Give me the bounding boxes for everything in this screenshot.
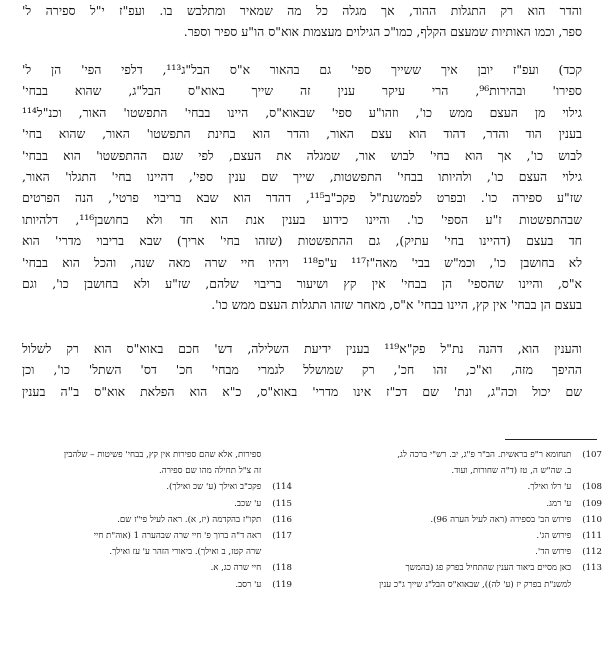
text-line: שז"ע ספירה כו'. ובפרט לפמשנת"ל פקכ"ב¹¹⁵, דהדר הוא שבא בריבוי פרטי', הנה הפרטים [22,190,582,206]
footnotes-column-left [30,447,292,593]
footnote: 109) ע' רמג. [546,498,602,509]
footnote: 114) פקכ"ב ואילך (ע' שכ ואילך). [166,482,292,493]
text-line: ספר, וכמו האותיות שמעצם הקלף, כמו"כ הגילוים מעצמות אוא"ס הו"ע ספיר וספר. [183,24,582,40]
footnote: 107) תנחומא ר"פ בראשית. הב"ר פ"ג, יב. רש"י ברכה לג, [397,450,602,460]
paragraph-124 [22,59,582,316]
text-line: חד בעצם (דהיינו בחי' עתיק), גם ההתפשטות (שזהו בחי' אריך) שבא בריבוי מדרי' הוא [22,233,582,249]
text-line: שבהתפשטות ז"ע הספי' כו'. והיינו כידוע בענין אנת הוא חד ולא בחושבן¹¹⁶, דלהיותו [22,211,582,227]
footnote: 108) ע' רלו ואילך. [527,482,602,493]
footnote-separator [505,439,597,440]
text-line: קכד) ועפ"ז יובן איך ששייך ספי' גם בהאור א"ס הבל"ג¹¹³, דלפי הפי' הן ל' [22,62,582,77]
footnote: 113) כאן מסיים ביאור הענין שהתחיל בפרק פג (בהמשך [405,563,602,574]
text-line: לא בחושבן כו', וכמ"ש בבי' מאה"ז¹¹⁷ ע"פ¹¹⁸ ויהיו חיי שרה מאה שנה, והכל הוא בבחי' [22,254,582,270]
footnote: 115) ע' שכב. [234,498,292,509]
footnotes-column-right [312,447,602,593]
footnote: שרה קטז, ב ואילך). ביאורי הזהר ע' עז ואילך. [109,547,262,558]
footnote: 110) פירוש הב' בספירה (ראה לעיל הערה 96). [430,514,602,525]
text-line: בעצם הן בבחי' אין קץ, היינו בבחי' א"ס, מאחר שזהו התגלות העצם ממש כו'. [211,297,582,313]
text-line: בענין הוד והדר, דהוד הוא עצם האור, והדר הוא בחינת התפשטו' האור, שהוא בחי' [22,126,582,142]
paragraph-continued [22,0,582,43]
footnote: זה צ"ל תחילה מהו שם ספירה. [159,466,262,477]
text-line: ספירו' ובהירות⁹⁶, הרי עיקר ענין זה שייך באוא"ס הבל"ג, שהוא בבחי' [22,83,582,99]
text-line: גילוי העצם כו', ולהיותו בבחי' התפשטות, שייך שם ענין ספי', דהיינו בחי' התגלו' האור, [22,168,582,184]
footnote: 119) ע' רסב. [235,579,292,590]
footnote: ב. שה"ש ה, טז (ד"ה שחורות, ועוד. [451,466,572,477]
footnote: למשנ"ת בפרק יז (ע' לה)), שבאוא"ס הבל"ג שייך ג"כ ענין [379,579,572,590]
footnote: 116) תקו"ז בהקדמה (יז, א). ראה לעיל פי"ז שם. [117,514,292,525]
footnote: ספירות, אלא שהם ספירות אין קץ, בבחי' פשיטות – שלהבין [63,450,262,460]
text-line: גילוי מן העצם ממש כו', וזהו"ע ספי' שבאוא"ס, היינו בבחי' התפשטו' האור, וכנ"ל¹¹⁴ [22,104,582,120]
footnote: 111) פירוש הג'. [536,531,602,542]
text-line: והענין הוא, דהנה נת"ל פק"א¹¹⁹ בענין ידיעת השלילה, דש' חכם באוא"ס הוא רק לשלול [22,341,582,356]
text-line: ההיפך מזה, וא"כ, זהו חכ', רק שמושלל לגמרי מבחי' חכ' דס' השתל' כו', וכן [22,362,582,378]
footnote: 112) פירוש הד'. [535,547,602,558]
text-line: והדר הוא רק התגלות ההוד, אך מגלה כל מה שמאיר ומתלבש בו. ועפ"ז י"ל ספירה ל' [22,3,582,18]
footnote: 118) חיי שרה כג, א. [210,563,292,574]
text-line: שם יכול וכה"ג, ונת' שם דכ"ז אינו מדרי' באוא"ס, כ"א הוא הפלאת אוא"ס ב"ה בענין [22,383,582,399]
text-line: א"ס, והיינו שהספי' הן בבחי' אין קץ ושיעור בריבוי שלהם, שז"ע ולא בחושבן כו', וגם [22,275,582,291]
text-line: לבוש כו', אך הוא בחי' לבוש אור, שמגלה את העצם, לפי שגם ההתפשטו' הוא בבחי' [22,147,582,163]
paragraph-next [22,338,582,402]
footnote: 117) ראה ד"ה ברוך פ' חיי שרה שבהערה 1 (אוה"ת חיי [93,531,292,542]
